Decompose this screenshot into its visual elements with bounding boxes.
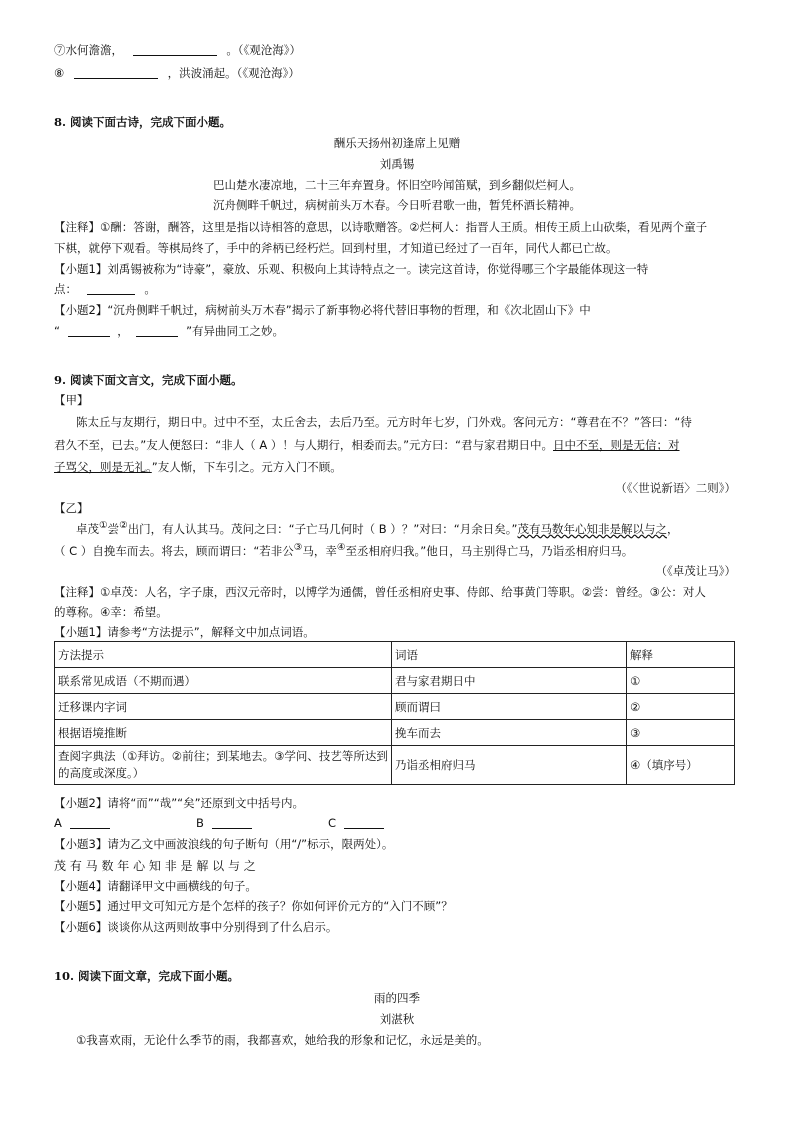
table-cell: 顾而谓曰: [392, 694, 627, 720]
article-title: 雨的四季: [374, 991, 420, 1005]
answer-blank[interactable]: [136, 324, 178, 337]
passage-jia-line: 君久不至，已去。”友人便怒曰：“非人（ A ）！与人期行，相委而去。”元方曰：“君与家君期日中。日中不至，则是无信；对: [54, 438, 680, 452]
answer-blank[interactable]: [68, 324, 110, 337]
passage-jia-line: 陈太丘与友期行，期日中。过中不至，太丘舍去，去后乃至。元方时年七岁，门外戏。客问元方：“尊君在不？”答曰：“待: [76, 415, 692, 429]
recite-line-8: ⑧ ，洪波涌起。（《观沧海》）: [54, 66, 300, 80]
q9-subquestion-3: 【小题3】请为乙文中画波浪线的句子断句（用“/”标示，限两处）。: [54, 837, 394, 851]
passage-note: 【注释】①卓茂：人名，字子康，西汉元帝时，以博学为通儒，曾任丞相府史事、侍郎、给事黄门等职。②尝：曾经。③公：对人: [54, 585, 706, 599]
passage-yi-label: 【乙】: [54, 501, 89, 515]
question-9-heading: 9. 阅读下面文言文，完成下面小题。: [54, 373, 243, 387]
answer-blank[interactable]: [344, 816, 384, 829]
q9-sentence-to-punctuate: 茂 有 马 数 年 心 知 非 是 解 以 与 之: [54, 859, 256, 873]
passage-yi-line: （ C ）自挽车而去。将去，顾而谓曰：“若非公③马，幸④至丞相府归我。”他日，马主别得亡马，乃诣丞相府归马。: [54, 542, 634, 558]
article-author: 刘湛秋: [379, 1012, 415, 1026]
table-row: [55, 668, 735, 694]
table-answer-cell[interactable]: ④（填序号）: [627, 746, 735, 785]
q8-subquestion-1-answer: 点： 。: [54, 282, 156, 296]
wavy-underlined-sentence: 茂有马数年心知非是解以与之: [517, 521, 667, 536]
q8-subquestion-2-answer: “ ， ”有异曲同工之妙。: [54, 324, 285, 338]
table-cell: 挽车而去: [392, 720, 627, 746]
answer-blank[interactable]: [87, 282, 135, 295]
q8-subquestion-2: 【小题2】“沉舟侧畔千帆过，病树前头万木春”揭示了新事物必将代替旧事物的哲理，和《次北固山下》中: [54, 303, 591, 317]
question-8-heading: 8. 阅读下面古诗，完成下面小题。: [54, 115, 232, 129]
answer-blank[interactable]: [70, 816, 110, 829]
q9-subquestion-5: 【小题5】通过甲文可知元方是个怎样的孩子？你如何评价元方的“入门不顾”？: [54, 899, 453, 913]
q8-subquestion-1: 【小题1】刘禹锡被称为“诗豪”，豪放、乐观、积极向上其诗特点之一。读完这首诗，你觉得哪三个字最能体现这一特: [54, 262, 649, 276]
table-row: [55, 694, 735, 720]
table-header: 解释: [627, 642, 735, 668]
poem-title: 酬乐天扬州初逢席上见赠: [333, 136, 461, 150]
passage-yi-line: 卓茂①尝②出门，有人认其马。茂问之曰：“子亡马几何时（ B ）？”对曰：“月余日矣。”茂有马数年心知非是解以与之，: [76, 520, 679, 536]
q9-subquestion-1: 【小题1】请参考“方法提示”，解释文中加点词语。: [54, 625, 315, 639]
table-header-row: [55, 642, 735, 668]
table-answer-cell[interactable]: ③: [627, 720, 735, 746]
table-answer-cell[interactable]: ②: [627, 694, 735, 720]
passage-yi-source: （《卓茂让马》）: [655, 564, 736, 578]
poem-line: 沉舟侧畔千帆过，病树前头万木春。今日听君歌一曲，暂凭杯酒长精神。: [213, 198, 581, 212]
poem-note: 【注释】①酬：答谢，酬答，这里是指以诗相答的意思，以诗歌赠答。②烂柯人：指晋人王质。相传王质上山砍柴，看见两个童子: [54, 220, 708, 234]
answer-blank[interactable]: [133, 43, 217, 56]
table-cell: 根据语境推断: [55, 720, 392, 746]
question-10-heading: 10. 阅读下面文章，完成下面小题。: [54, 969, 240, 983]
table-cell: 君与家君期日中: [392, 668, 627, 694]
underlined-sentence: 日中不至，则是无信；对: [553, 438, 680, 452]
table-cell: 查阅字典法（①拜访。②前往；到某地去。③学问、技艺等所达到的高度或深度。）: [55, 746, 392, 785]
passage-jia-line: 子骂父，则是无礼。”友人惭，下车引之。元方入门不顾。: [54, 460, 342, 474]
table-row: [55, 720, 735, 746]
table-cell: 乃诣丞相府归马: [392, 746, 627, 785]
answer-blank[interactable]: [74, 66, 158, 79]
table-header: 词语: [392, 642, 627, 668]
q9-subquestion-2: 【小题2】请将“而”“哉”“矣”还原到文中括号内。: [54, 796, 305, 810]
q9-blank-c: C: [328, 816, 384, 830]
poem-author: 刘禹锡: [379, 157, 415, 171]
article-paragraph: ①我喜欢雨，无论什么季节的雨，我都喜欢，她给我的形象和记忆，永远是美的。: [76, 1033, 489, 1047]
table-cell: 迁移课内字词: [55, 694, 392, 720]
underlined-sentence: 子骂父，则是无礼。: [54, 460, 152, 474]
table-answer-cell[interactable]: ①: [627, 668, 735, 694]
passage-jia-label: 【甲】: [54, 393, 89, 407]
table-cell: 联系常见成语（不期而遇）: [55, 668, 392, 694]
q9-subquestion-6: 【小题6】谈谈你从这两则故事中分别得到了什么启示。: [54, 920, 338, 934]
passage-jia-source: （《〈世说新语〉二则》）: [615, 481, 736, 495]
poem-note: 下棋，就停下观看。等棋局终了，手中的斧柄已经朽烂。回到村里，才知道已经过了一百年，同代人都已亡故。: [54, 241, 618, 255]
q9-blank-a: A: [54, 816, 110, 830]
method-table: [54, 641, 735, 785]
passage-note: 的尊称。④幸：希望。: [54, 605, 168, 619]
table-row: [55, 746, 735, 785]
table-header: 方法提示: [55, 642, 392, 668]
q9-blank-b: B: [196, 816, 252, 830]
poem-line: 巴山楚水凄凉地，二十三年弃置身。怀旧空吟闻笛赋，到乡翻似烂柯人。: [213, 178, 581, 192]
q9-subquestion-4: 【小题4】请翻译甲文中画横线的句子。: [54, 879, 257, 893]
answer-blank[interactable]: [212, 816, 252, 829]
recite-line-7: ⑦水何澹澹， 。（《观沧海》）: [54, 43, 302, 57]
